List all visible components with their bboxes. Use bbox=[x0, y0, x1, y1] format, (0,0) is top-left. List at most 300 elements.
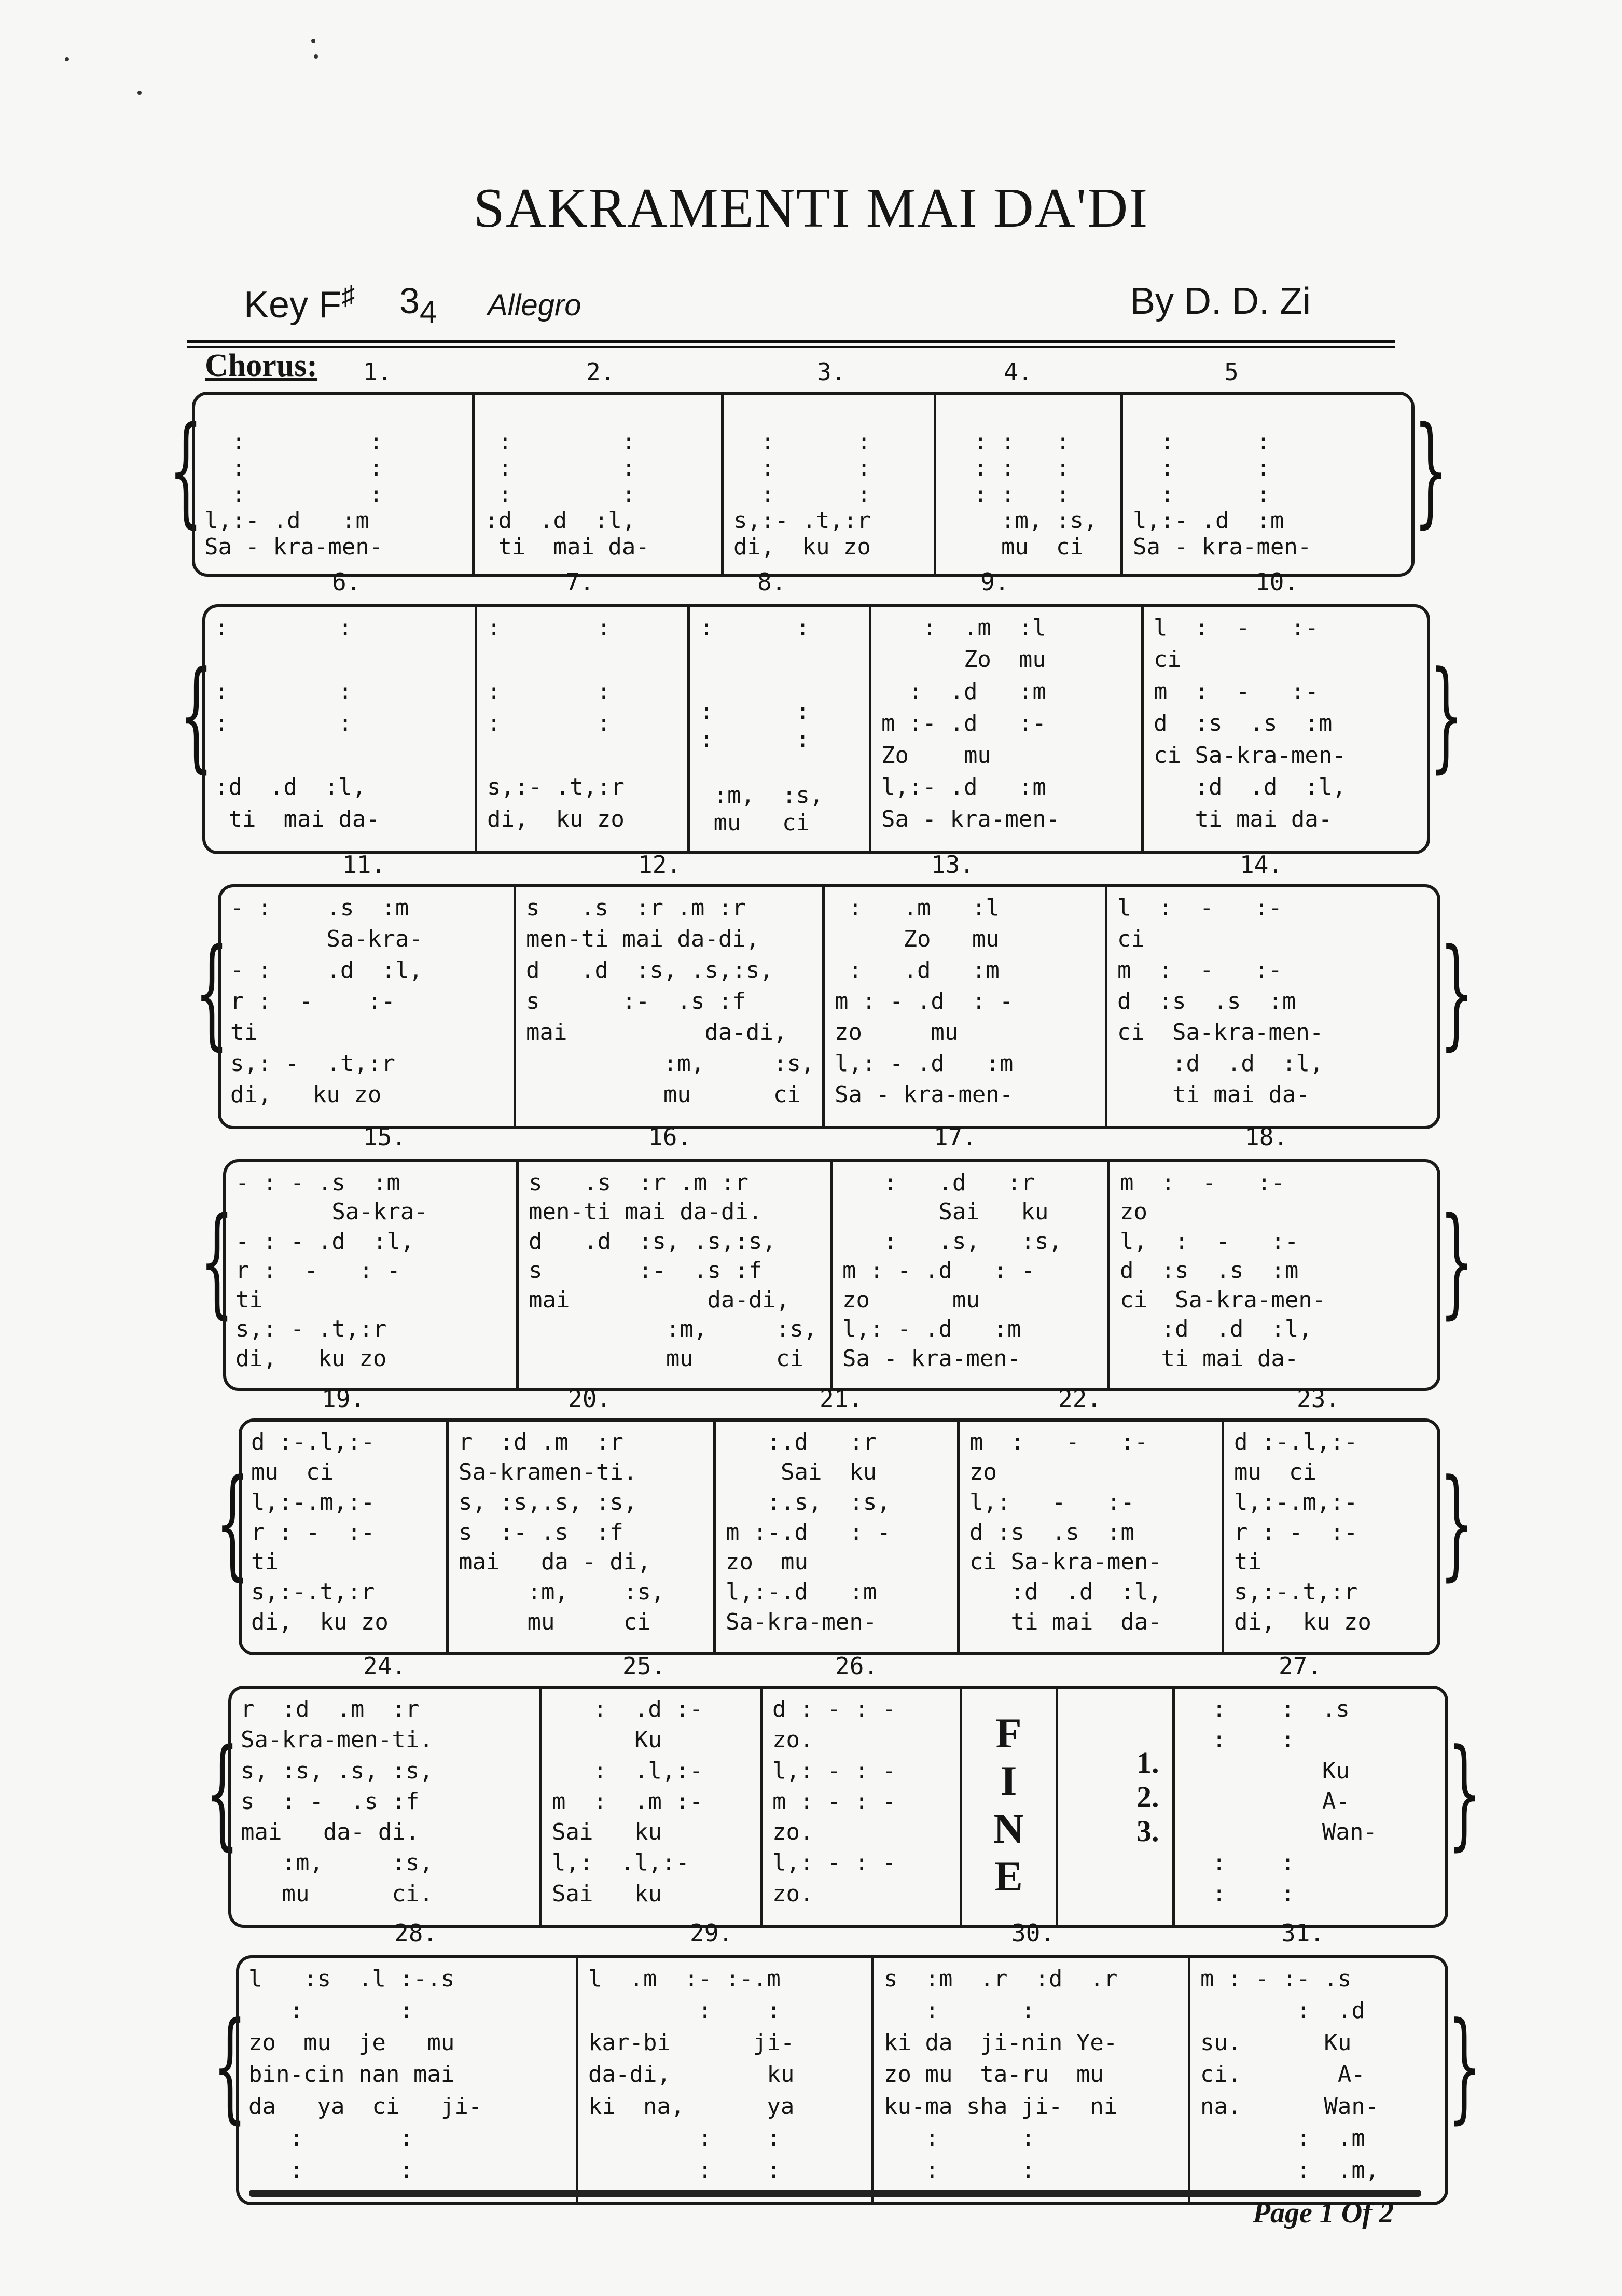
notation-line: m : .m :- bbox=[552, 1788, 703, 1815]
notation-line bbox=[700, 671, 863, 698]
notation-line: Sa - kra-men- bbox=[842, 1345, 1021, 1372]
notation-line: Ku bbox=[1185, 1757, 1350, 1784]
notation-line: ci. A- bbox=[1200, 2061, 1365, 2088]
notation-line: s .s :r .m :r bbox=[529, 1170, 748, 1196]
notation-line: : : bbox=[484, 481, 636, 508]
notation-line: Wan- bbox=[1185, 1819, 1377, 1846]
notation-line: zo mu bbox=[726, 1549, 808, 1576]
measure-number: 7. bbox=[565, 568, 594, 596]
notation-line: l : - :- bbox=[1117, 895, 1282, 921]
right-brace: } bbox=[1447, 1723, 1482, 1862]
notation-line: : : bbox=[700, 698, 810, 725]
bar-line bbox=[822, 887, 825, 1126]
notation-line: :m, :s, bbox=[946, 507, 1098, 534]
key-signature bbox=[244, 280, 355, 326]
measure-number: 18. bbox=[1245, 1123, 1288, 1151]
notation-line: : : bbox=[700, 615, 810, 641]
notation-line: m : - .d : - bbox=[835, 988, 1014, 1014]
notation-line bbox=[215, 646, 468, 673]
bar-line bbox=[446, 1422, 449, 1652]
notation-line: zo bbox=[1120, 1199, 1147, 1226]
notation-line: s,:-.t,:r bbox=[251, 1579, 375, 1606]
bar-line bbox=[516, 1162, 519, 1388]
notation-line: : : bbox=[1185, 1849, 1295, 1876]
measure-number: 8. bbox=[757, 568, 786, 596]
bar-line bbox=[760, 1689, 763, 1925]
left-brace: { bbox=[213, 1997, 247, 2136]
notation-line: r : - :- bbox=[1234, 1519, 1358, 1546]
notation-line: ci bbox=[1117, 926, 1145, 952]
notation-line: m :- .d :- bbox=[881, 710, 1046, 737]
measure bbox=[543, 1689, 759, 1925]
notation-line: : : bbox=[484, 454, 636, 481]
notation-line: d :-.l,:- bbox=[251, 1429, 375, 1455]
notation-line: : .d :- bbox=[552, 1696, 703, 1722]
notation-line: : .d bbox=[1200, 1997, 1365, 2024]
music-system bbox=[223, 1159, 1440, 1391]
notation-line: mai da-di, bbox=[529, 1286, 790, 1313]
notation-line: ti mai da- bbox=[1120, 1345, 1299, 1372]
measure-number: 15. bbox=[363, 1123, 407, 1151]
notation-line: : : bbox=[733, 454, 871, 481]
notation-line: : : bbox=[215, 710, 352, 737]
notation-line: l .m :- :-.m bbox=[588, 1966, 781, 1992]
measure-number: 6. bbox=[332, 568, 361, 596]
left-brace: { bbox=[205, 1723, 240, 1862]
notation-line: m : - : - bbox=[772, 1788, 896, 1815]
notation-line: ci Sa-kra-men- bbox=[1120, 1286, 1326, 1313]
measure bbox=[872, 607, 1140, 851]
notation-line: s,:- .t,:r bbox=[733, 507, 871, 534]
notation-line: l,: - : - bbox=[772, 1757, 896, 1784]
measure-number: 14. bbox=[1240, 851, 1283, 879]
notation-line: s,: - .t,:r bbox=[235, 1316, 387, 1343]
time-signature bbox=[399, 280, 437, 329]
notation-line: di, ku zo bbox=[1234, 1609, 1371, 1636]
notation-line: Sai ku bbox=[552, 1819, 662, 1846]
notation-line: : : : bbox=[946, 428, 1070, 455]
measure bbox=[724, 395, 933, 574]
notation-line: l : - :- bbox=[1154, 615, 1319, 641]
notation-line: mai da- di. bbox=[241, 1819, 420, 1846]
notation-line: : : bbox=[1185, 1880, 1295, 1907]
verse-number: 3. bbox=[1136, 1814, 1159, 1848]
notation-line: - : .d :l, bbox=[230, 957, 423, 983]
notation-line: bin-cin nan mai bbox=[248, 2061, 455, 2088]
notation-line: l,: - .d :m bbox=[842, 1316, 1021, 1343]
notation-line: mu ci bbox=[459, 1609, 651, 1636]
measure-number: 16. bbox=[648, 1123, 692, 1151]
notation-line: d .d :s, .s,:s, bbox=[529, 1228, 776, 1255]
notation-line: s,:-.t,:r bbox=[1234, 1579, 1358, 1606]
notation-line: Zo mu bbox=[881, 646, 1046, 673]
notation-line: zo. bbox=[772, 1880, 814, 1907]
notation-line: mu ci bbox=[946, 534, 1084, 561]
bar-line bbox=[960, 1689, 962, 1925]
notation-line: :d .d :l, bbox=[1154, 774, 1346, 801]
notation-line: : : bbox=[1133, 428, 1270, 455]
notation-line: ti mai da- bbox=[1154, 805, 1333, 832]
right-brace: } bbox=[1447, 1997, 1482, 2136]
measure bbox=[1111, 1162, 1433, 1388]
measure bbox=[1124, 395, 1407, 574]
bar-line bbox=[1107, 1162, 1110, 1388]
notation-line: :m, :s, bbox=[526, 1050, 815, 1077]
notation-line: ci Sa-kra-men- bbox=[969, 1549, 1162, 1576]
measure bbox=[226, 1162, 515, 1388]
notation-line: d :-.l,:- bbox=[1234, 1429, 1358, 1455]
measure-number: 11. bbox=[342, 851, 386, 879]
right-brace: } bbox=[1439, 924, 1474, 1062]
notation-line: ki na, ya bbox=[588, 2093, 795, 2120]
notation-line: - : - .d :l, bbox=[235, 1228, 414, 1255]
notation-line: : : : bbox=[946, 454, 1070, 481]
measure bbox=[690, 607, 868, 851]
notation-line: zo bbox=[969, 1458, 997, 1485]
notation-line: ti mai da- bbox=[484, 534, 649, 561]
notation-line: - : - .s :m bbox=[235, 1170, 400, 1196]
measure bbox=[875, 1958, 1187, 2202]
measure-number: 25. bbox=[622, 1652, 666, 1680]
notation-line: mai da-di, bbox=[526, 1019, 787, 1046]
bar-line bbox=[830, 1162, 833, 1388]
notation-line: Sa-kra-men-ti. bbox=[241, 1727, 433, 1754]
notation-line: r : - :- bbox=[230, 988, 395, 1014]
bar-line bbox=[1141, 607, 1144, 851]
measure-number: 10. bbox=[1255, 568, 1299, 596]
measure-number: 17. bbox=[934, 1123, 977, 1151]
measure bbox=[960, 1422, 1221, 1652]
notation-line: zo mu je mu bbox=[248, 2029, 455, 2056]
notation-line: di, ku zo bbox=[251, 1609, 389, 1636]
notation-line: zo mu bbox=[835, 1019, 959, 1046]
notation-line: :m, :s, bbox=[241, 1849, 433, 1876]
notation-line: l,:-.d :m bbox=[726, 1579, 877, 1606]
notation-line: : : bbox=[884, 2156, 1035, 2183]
measure-number: 28. bbox=[394, 1919, 438, 1947]
music-system bbox=[192, 392, 1415, 577]
measure bbox=[963, 1689, 1055, 1925]
notation-line: :m, :s, bbox=[700, 782, 824, 809]
notation-line: Ku bbox=[552, 1727, 662, 1754]
notation-line: s :- .s :f bbox=[526, 988, 746, 1014]
measure-number: 9. bbox=[980, 568, 1009, 596]
right-brace: } bbox=[1439, 1454, 1474, 1593]
notation-line: l,: - : - bbox=[772, 1849, 896, 1876]
notation-line: : .m :l bbox=[835, 895, 1000, 921]
header-rule bbox=[187, 340, 1395, 343]
measure bbox=[231, 1689, 538, 1925]
measure-number: 22. bbox=[1058, 1385, 1102, 1413]
notation-line: s :- .s :f bbox=[529, 1257, 763, 1284]
notation-line: r : - : - bbox=[235, 1257, 400, 1284]
measure-number: 26. bbox=[835, 1652, 879, 1680]
measure bbox=[1144, 607, 1423, 851]
notation-line: l,: .l,:- bbox=[552, 1849, 689, 1876]
notation-line: zo. bbox=[772, 1727, 814, 1754]
page-footer: Page 1 Of 2 bbox=[1252, 2197, 1394, 2229]
notation-line: da-di, ku bbox=[588, 2061, 795, 2088]
measure bbox=[517, 887, 821, 1126]
notation-line: :d .d :l, bbox=[484, 507, 636, 534]
measure bbox=[205, 607, 474, 851]
notation-line bbox=[204, 402, 466, 429]
measure-number: 24. bbox=[363, 1652, 407, 1680]
notation-line: di, ku zo bbox=[487, 805, 625, 832]
notation-line: d :s .s :m bbox=[1120, 1257, 1299, 1284]
notation-line: d :s .s :m bbox=[1117, 988, 1296, 1014]
bar-line bbox=[869, 607, 871, 851]
notation-line: m : - :- bbox=[969, 1429, 1148, 1455]
verse-number: 1. bbox=[1136, 1746, 1159, 1779]
notation-line: :.d :r bbox=[726, 1429, 877, 1455]
bottom-rule bbox=[249, 2190, 1421, 2197]
speck bbox=[311, 39, 315, 43]
notation-line: ti bbox=[251, 1549, 279, 1576]
measure-number: 29. bbox=[690, 1919, 733, 1947]
notation-line: d : - : - bbox=[772, 1696, 896, 1722]
measure bbox=[1225, 1422, 1433, 1652]
left-brace: { bbox=[195, 924, 229, 1062]
notation-line: mu ci. bbox=[241, 1880, 433, 1907]
notation-line: na. Wan- bbox=[1200, 2093, 1379, 2120]
notation-line: : : bbox=[487, 678, 611, 705]
right-brace: } bbox=[1429, 646, 1464, 785]
notation-line bbox=[487, 646, 681, 673]
key-label: Key F bbox=[244, 284, 342, 326]
notation-line: mu ci bbox=[1234, 1458, 1316, 1485]
notation-line: mu ci bbox=[251, 1458, 334, 1485]
notation-line: : : bbox=[215, 615, 352, 641]
sharp-icon: ♯ bbox=[341, 281, 355, 311]
notation-line: : : bbox=[588, 1997, 781, 2024]
notation-line: kar-bi ji- bbox=[588, 2029, 795, 2056]
notation-line: Sa-kra-men- bbox=[726, 1609, 877, 1636]
bar-line bbox=[1222, 1422, 1224, 1652]
bar-line bbox=[514, 887, 516, 1126]
notation-line: ti mai da- bbox=[1117, 1081, 1310, 1108]
notation-line: ti bbox=[230, 1019, 258, 1046]
music-system bbox=[228, 1686, 1448, 1928]
notation-line: :.s, :s, bbox=[726, 1488, 891, 1515]
meter-top: 3 bbox=[399, 281, 420, 321]
notation-line: di, ku zo bbox=[230, 1081, 382, 1108]
bar-line bbox=[871, 1958, 874, 2202]
notation-line: ti mai da- bbox=[969, 1609, 1162, 1636]
notation-line: d :s .s :m bbox=[1154, 710, 1333, 737]
bar-line bbox=[1172, 1689, 1175, 1925]
bar-line bbox=[1188, 1958, 1190, 2202]
notation-line: : : bbox=[733, 481, 871, 508]
notation-line: : : bbox=[884, 2125, 1035, 2152]
notation-line: :m, :s, bbox=[529, 1316, 817, 1343]
notation-line: m : - .d : - bbox=[842, 1257, 1035, 1284]
measure-number: 13. bbox=[931, 851, 975, 879]
notation-line: Zo mu bbox=[881, 742, 991, 769]
measure-number: 30. bbox=[1011, 1919, 1055, 1947]
header-rule-thin bbox=[187, 346, 1395, 348]
notation-line: l,:-.m,:- bbox=[251, 1488, 375, 1515]
bar-line bbox=[1120, 395, 1123, 574]
notation-line: s, :s, .s, :s, bbox=[241, 1757, 433, 1784]
notation-line: : : bbox=[588, 2156, 781, 2183]
bar-line bbox=[687, 607, 690, 851]
notation-line: :d .d :l, bbox=[1120, 1316, 1312, 1343]
notation-line: : : bbox=[204, 428, 383, 455]
notation-line: : .m bbox=[1200, 2125, 1365, 2152]
notation-line: l,: - :- bbox=[969, 1488, 1134, 1515]
notation-line: l,:- .d :m bbox=[881, 774, 1046, 801]
music-system bbox=[236, 1955, 1448, 2205]
notation-line: s,:- .t,:r bbox=[487, 774, 625, 801]
right-brace: } bbox=[1439, 1192, 1474, 1331]
measure bbox=[763, 1689, 959, 1925]
notation-line: : : bbox=[1133, 454, 1270, 481]
notation-line: ku-ma sha ji- ni bbox=[884, 2093, 1118, 2120]
notation-line: : : bbox=[248, 1997, 413, 2024]
notation-line: s : - .s :f bbox=[241, 1788, 420, 1815]
left-brace: { bbox=[215, 1454, 250, 1593]
notation-line: Sa-kra- bbox=[235, 1199, 428, 1226]
notation-line bbox=[487, 742, 681, 769]
meter-bottom: 4 bbox=[419, 295, 437, 329]
left-brace: { bbox=[169, 401, 203, 540]
notation-line: : .m :l bbox=[881, 615, 1046, 641]
notation-line: m :-.d : - bbox=[726, 1519, 891, 1546]
notation-line: di, ku zo bbox=[235, 1345, 387, 1372]
notation-line: Sa-kra- bbox=[230, 926, 423, 952]
notation-line: : : bbox=[484, 428, 636, 455]
bar-line bbox=[1056, 1689, 1058, 1925]
notation-line: s,: - .t,:r bbox=[230, 1050, 395, 1077]
music-system bbox=[202, 604, 1430, 854]
notation-line: m : - :- bbox=[1120, 1170, 1285, 1196]
bar-line bbox=[721, 395, 724, 574]
notation-line: di, ku zo bbox=[733, 534, 871, 561]
notation-line: l :s .l :-.s bbox=[248, 1966, 455, 1992]
bar-line bbox=[1105, 887, 1107, 1126]
notation-line bbox=[484, 402, 715, 429]
notation-line: l,:-.m,:- bbox=[1234, 1488, 1358, 1515]
notation-line: ci bbox=[1154, 646, 1181, 673]
measure bbox=[716, 1422, 956, 1652]
notation-line: Sa - kra-men- bbox=[881, 805, 1060, 832]
notation-line: s :m .r :d .r bbox=[884, 1966, 1118, 1992]
notation-line: : : bbox=[204, 481, 383, 508]
notation-line: su. Ku bbox=[1200, 2029, 1352, 2056]
measure-number: 27. bbox=[1279, 1652, 1322, 1680]
speck bbox=[65, 57, 69, 61]
music-system bbox=[239, 1418, 1440, 1655]
notation-line: : : bbox=[248, 2156, 413, 2183]
notation-line: Sai ku bbox=[842, 1199, 1049, 1226]
notation-line bbox=[946, 402, 1114, 429]
notation-line: : : bbox=[248, 2125, 413, 2152]
notation-line: A- bbox=[1185, 1788, 1350, 1815]
music-system bbox=[218, 884, 1440, 1129]
measure-number: 4. bbox=[1004, 358, 1033, 386]
notation-line: : .l,:- bbox=[552, 1757, 703, 1784]
notation-line: : : : bbox=[946, 481, 1070, 508]
bar-line bbox=[472, 395, 475, 574]
notation-line: d .d :s, .s,:s, bbox=[526, 957, 773, 983]
measure bbox=[239, 1958, 575, 2202]
measure bbox=[1059, 1689, 1171, 1925]
notation-line: m : - :- bbox=[1117, 957, 1282, 983]
notation-line: : .d :r bbox=[842, 1170, 1035, 1196]
bar-line bbox=[957, 1422, 960, 1652]
measure bbox=[478, 607, 686, 851]
right-brace: } bbox=[1413, 401, 1448, 540]
notation-line: zo mu ta-ru mu bbox=[884, 2061, 1104, 2088]
notation-line: : : bbox=[588, 2125, 781, 2152]
measure bbox=[221, 887, 512, 1126]
notation-line: Sa - kra-men- bbox=[835, 1081, 1014, 1108]
notation-line: : : bbox=[884, 1997, 1035, 2024]
left-brace: { bbox=[179, 646, 214, 785]
notation-line: d :s .s :m bbox=[969, 1519, 1134, 1546]
measure-number: 12. bbox=[638, 851, 682, 879]
notation-line: mu ci bbox=[529, 1345, 803, 1372]
notation-line bbox=[215, 742, 468, 769]
bar-line bbox=[576, 1958, 578, 2202]
measure bbox=[519, 1162, 829, 1388]
measure bbox=[449, 1422, 712, 1652]
notation-line: : : bbox=[204, 454, 383, 481]
notation-line: mu ci bbox=[700, 810, 810, 837]
measure bbox=[475, 395, 720, 574]
notation-line: s, :s,.s, :s, bbox=[459, 1488, 637, 1515]
notation-line: : .d :m bbox=[835, 957, 1000, 983]
notation-line: Sa - kra-men- bbox=[1133, 534, 1312, 561]
bar-line bbox=[539, 1689, 542, 1925]
notation-line: : : .s bbox=[1185, 1696, 1350, 1722]
notation-line: ci Sa-kra-men- bbox=[1154, 742, 1346, 769]
measure bbox=[579, 1958, 870, 2202]
notation-line: : : bbox=[487, 615, 611, 641]
tempo-marking: Allegro bbox=[488, 288, 581, 322]
measure-number: 3. bbox=[817, 358, 846, 386]
fine-marking: F I N E bbox=[993, 1709, 1024, 1900]
notation-line: mai da - di, bbox=[459, 1549, 651, 1576]
notation-line: zo mu bbox=[842, 1286, 980, 1313]
composer: By D. D. Zi bbox=[1130, 281, 1311, 322]
notation-line: :d .d :l, bbox=[969, 1579, 1162, 1606]
notation-line: ti bbox=[235, 1286, 263, 1313]
measure bbox=[1175, 1689, 1441, 1925]
measure bbox=[242, 1422, 445, 1652]
measure bbox=[825, 887, 1104, 1126]
notation-line: m : - :- .s bbox=[1200, 1966, 1352, 1992]
notation-line: Sai ku bbox=[552, 1880, 662, 1907]
measure-number: 23. bbox=[1297, 1385, 1340, 1413]
notation-line: Zo mu bbox=[835, 926, 1000, 952]
notation-line: : : bbox=[1133, 481, 1270, 508]
notation-line bbox=[700, 643, 863, 670]
measure-number: 19. bbox=[322, 1385, 365, 1413]
notation-line: - : .s :m bbox=[230, 895, 409, 921]
notation-line: r :d .m :r bbox=[241, 1696, 420, 1722]
measure bbox=[833, 1162, 1106, 1388]
notation-line: da ya ci ji- bbox=[248, 2093, 482, 2120]
measure-number: 21. bbox=[820, 1385, 863, 1413]
speck bbox=[137, 91, 142, 95]
notation-line: l,: - .d :m bbox=[835, 1050, 1014, 1077]
notation-line: :m, :s, bbox=[459, 1579, 665, 1606]
notation-line: l,:- .d :m bbox=[1133, 507, 1284, 534]
measure-number: 31. bbox=[1281, 1919, 1325, 1947]
notation-line: ti bbox=[1234, 1549, 1261, 1576]
